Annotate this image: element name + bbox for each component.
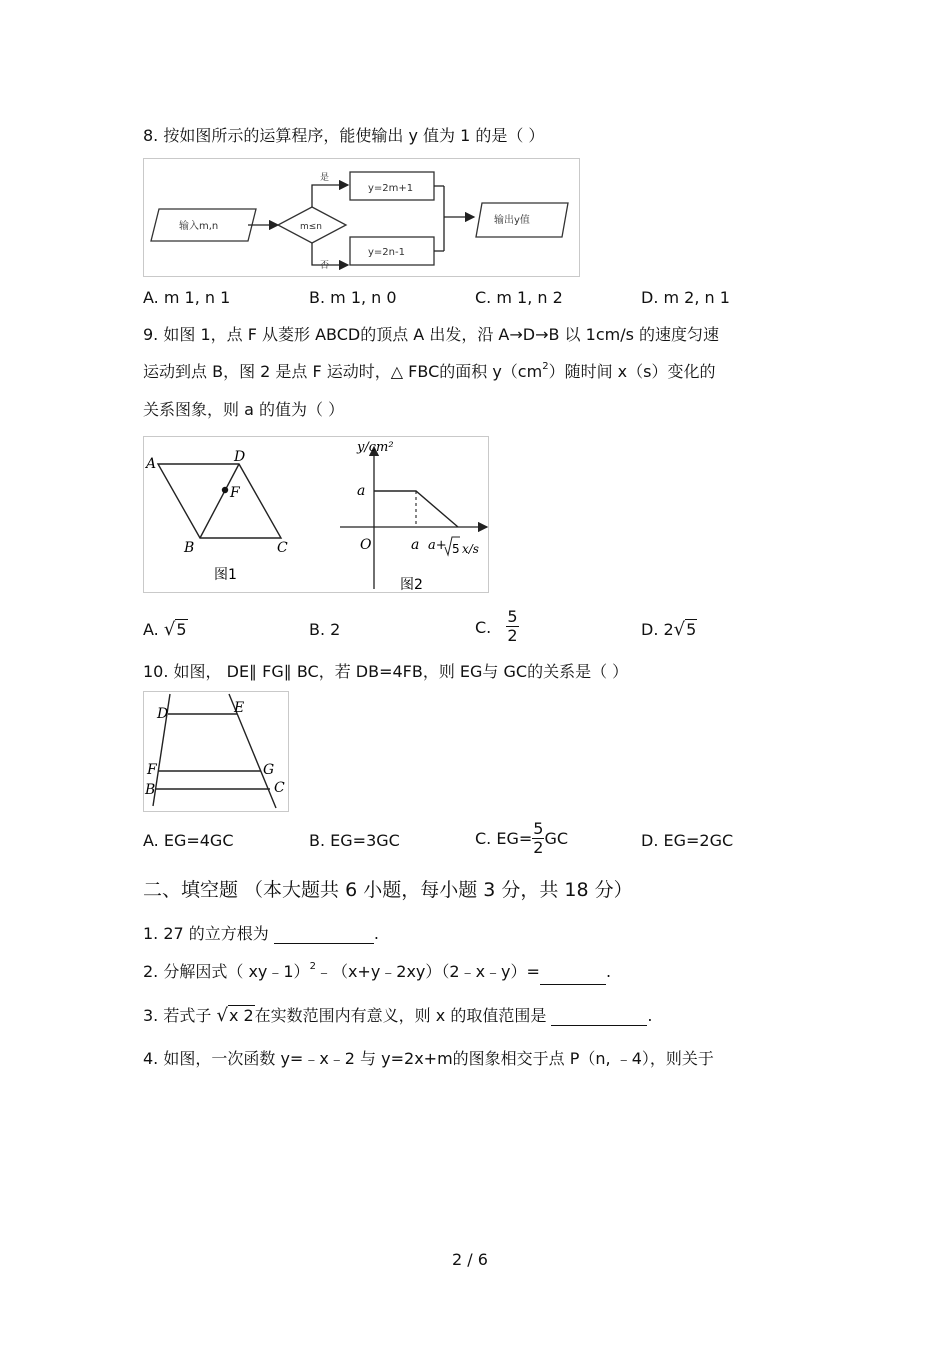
flow-yes-label: 是 [320, 173, 330, 183]
q10-figure-drawing [144, 692, 290, 813]
q9-option-a-label: A. [143, 620, 159, 639]
q10-label-e: E [234, 700, 245, 716]
q10-label-b: B [145, 782, 156, 798]
q10-option-b: B. EG=3GC [309, 831, 400, 850]
q10-label-f: F [147, 762, 157, 778]
q9-option-b: B. 2 [309, 620, 341, 639]
q9-line3: 关系图象，则 a 的值为（ ） [143, 400, 345, 419]
q10-stem: 10. 如图， DE∥ FG∥ BC，若 DB=4FB，则 EG与 GC的关系是（ ） [143, 662, 629, 681]
page-number: 2 / 6 [452, 1250, 488, 1269]
q10-option-c-tail: GC [544, 829, 569, 848]
fill-q2 [143, 962, 611, 985]
q9-figures-drawing [144, 437, 490, 594]
fig2-ylabel: y/cm² [357, 440, 394, 455]
fill-q3-text-b: 在实数范围内有意义，则 x 的取值范围是 [254, 1006, 547, 1025]
fig1-caption: 图1 [214, 567, 237, 583]
q8-option-d: D. m 2, n 1 [641, 288, 730, 307]
fig2-root: 5 [452, 542, 460, 556]
fig2-a-x: a [411, 537, 420, 553]
q9-line1: 9. 如图 1，点 F 从菱形 ABCD的顶点 A 出发，沿 A→D→B 以 1cm/s 的速度匀速 [143, 325, 720, 344]
fill-q1-end: . [373, 924, 379, 943]
fill-q1 [143, 924, 379, 944]
q9-line2 [143, 362, 715, 385]
fill-q3-text-a: 3. 若式子 [143, 1006, 212, 1025]
q10-figure [143, 691, 289, 812]
fill-q3-blank [551, 1009, 647, 1026]
q9-option-c-den: 2 [507, 626, 518, 645]
fig2-a-plus: a+ [428, 538, 447, 553]
q9-option-d-sqrt: √5 [673, 619, 697, 640]
q8-option-c: C. m 1, n 2 [475, 288, 563, 307]
q8-option-b: B. m 1, n 0 [309, 288, 397, 307]
q10-label-g: G [263, 762, 275, 778]
q10-option-c-num: 5 [533, 819, 544, 838]
fig2-a-y: a [357, 483, 366, 499]
flow-output-text: 输出y值 [494, 215, 530, 226]
flow-input-text: 输入m,n [179, 221, 219, 232]
fig2-origin: O [360, 537, 372, 553]
q9-option-a-radicand: 5 [176, 620, 187, 639]
q10-label-d: D [157, 706, 169, 722]
fig1-label-a: A [146, 456, 157, 472]
flowchart-drawing [144, 159, 581, 278]
q10-option-c-label: C. EG= [475, 829, 533, 848]
fill-q1-blank [274, 927, 374, 944]
q9-option-c [475, 608, 519, 645]
fig2-caption: 图2 [400, 577, 423, 593]
q9-option-a-sqrt: √5 [163, 619, 187, 640]
q8-stem: 8. 按如图所示的运算程序，能使输出 y 值为 1 的是（ ） [143, 126, 545, 145]
q9-option-d [641, 620, 697, 640]
section2-title: 二、填空题 （本大题共 6 小题，每小题 3 分，共 18 分） [143, 879, 633, 901]
fill-q4: 4. 如图，一次函数 y=﹣x﹣2 与 y=2x+m的图象相交于点 P（n, ﹣4），则关于 [143, 1049, 714, 1068]
fill-q2-blank [540, 968, 606, 985]
q9-option-d-radicand: 5 [686, 620, 697, 639]
q10-label-c: C [274, 780, 285, 796]
fill-q3-end: . [647, 1006, 653, 1025]
fig1-label-f: F [230, 485, 240, 501]
flow-decision-text: m≤n [300, 222, 323, 232]
q9-option-c-label: C. [475, 618, 492, 637]
fig1-label-c: C [277, 540, 288, 556]
fill-q3-radicand: x 2 [228, 1006, 254, 1025]
q8-flowchart [143, 158, 580, 277]
q8-option-a: A. m 1, n 1 [143, 288, 231, 307]
q10-option-c-fraction [532, 820, 544, 857]
q10-option-c [475, 820, 568, 857]
fig1-label-b: B [184, 540, 195, 556]
fill-q2-text-b: ﹣（x+y﹣2xy）（2﹣x﹣y）= [315, 962, 540, 981]
flow-no-label: 否 [320, 261, 330, 271]
flow-box-no-text: y=2n-1 [368, 247, 405, 258]
flow-box-yes-text: y=2m+1 [368, 183, 414, 194]
fill-q2-end: . [605, 962, 612, 981]
fill-q3-sqrt: √x 2 [216, 1005, 254, 1026]
q9-option-d-label: D. 2 [641, 620, 674, 639]
fig1-label-d: D [234, 449, 246, 465]
q9-line2-sup: 2 [542, 361, 549, 372]
q9-option-a [143, 620, 188, 640]
q9-option-c-num: 5 [507, 607, 518, 626]
q10-option-a: A. EG=4GC [143, 831, 234, 850]
fill-q1-text: 1. 27 的立方根为 [143, 924, 269, 943]
q10-option-d: D. EG=2GC [641, 831, 734, 850]
fig2-xlabel: x/s [462, 542, 479, 556]
q10-option-c-den: 2 [533, 838, 544, 857]
fill-q2-sup: 2 [309, 961, 316, 972]
fill-q3 [143, 1006, 653, 1026]
q9-line2-b: ）随时间 x（s）变化的 [548, 362, 716, 381]
q9-option-c-fraction [506, 608, 518, 645]
fill-q2-text-a: 2. 分解因式（ xy﹣1） [143, 962, 310, 981]
q9-figures [143, 436, 489, 593]
q9-line2-a: 运动到点 B，图 2 是点 F 运动时，△ FBC的面积 y（cm [143, 362, 543, 381]
